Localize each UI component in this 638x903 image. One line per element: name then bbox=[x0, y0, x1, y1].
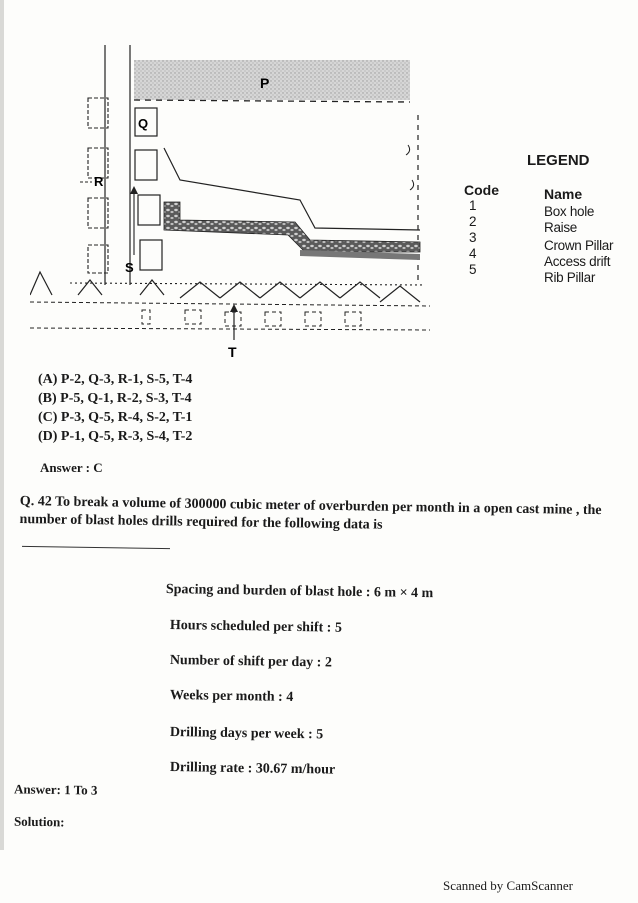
data-shifts-per-day: Number of shift per day : 2 bbox=[169, 653, 333, 671]
q42-question: Q. 42 To break a volume of 300000 cubic meter of overburden per month in a open cast mine , the number of blast holes drills required for the following data is bbox=[19, 493, 602, 533]
legend-code: 4 bbox=[469, 246, 477, 261]
label-q: Q bbox=[138, 116, 149, 131]
option-a: (A) P-2, Q-3, R-1, S-5, T-4 bbox=[38, 372, 193, 387]
solution-heading: Solution: bbox=[13, 813, 65, 830]
label-t: T bbox=[228, 344, 237, 360]
legend-name: Crown Pillar bbox=[544, 238, 614, 253]
scan-edge-shadow bbox=[0, 0, 4, 850]
legend-name: Box hole bbox=[544, 204, 595, 219]
answer-blank-line bbox=[22, 546, 170, 549]
data-spacing-burden: Spacing and burden of blast hole : 6 m × 4 m bbox=[165, 582, 434, 602]
legend-name-header: Name bbox=[544, 186, 583, 202]
legend-name: Raise bbox=[544, 220, 578, 235]
option-d: (D) P-1, Q-5, R-3, S-4, T-2 bbox=[38, 429, 193, 444]
q41-options bbox=[38, 370, 192, 446]
label-p: P bbox=[260, 75, 270, 91]
legend-code: 1 bbox=[469, 198, 477, 213]
data-weeks-per-month: Weeks per month : 4 bbox=[169, 688, 294, 705]
q42-answer: Answer: 1 To 3 bbox=[13, 781, 98, 798]
legend-title: LEGEND bbox=[527, 152, 590, 169]
legend-name: Access drift bbox=[544, 254, 611, 269]
overburden-band bbox=[134, 60, 410, 100]
legend-name: Rib Pillar bbox=[544, 270, 596, 285]
mining-stope-diagram bbox=[30, 40, 440, 370]
label-r: R bbox=[94, 174, 104, 189]
label-s: S bbox=[125, 260, 134, 275]
legend-code: 5 bbox=[469, 262, 477, 277]
data-drilling-days: Drilling days per week : 5 bbox=[169, 725, 324, 743]
q41-answer: Answer : C bbox=[40, 460, 103, 475]
option-b: (B) P-5, Q-1, R-2, S-3, T-4 bbox=[38, 391, 192, 406]
legend-code: 3 bbox=[469, 230, 477, 245]
legend-code-header: Code bbox=[464, 182, 499, 198]
option-c: (C) P-3, Q-5, R-4, S-2, T-1 bbox=[38, 410, 193, 425]
legend-code: 2 bbox=[469, 214, 477, 229]
data-drilling-rate: Drilling rate : 30.67 m/hour bbox=[169, 760, 336, 778]
scanner-watermark: Scanned by CamScanner bbox=[443, 878, 573, 893]
data-hours-per-shift: Hours scheduled per shift : 5 bbox=[169, 618, 343, 636]
